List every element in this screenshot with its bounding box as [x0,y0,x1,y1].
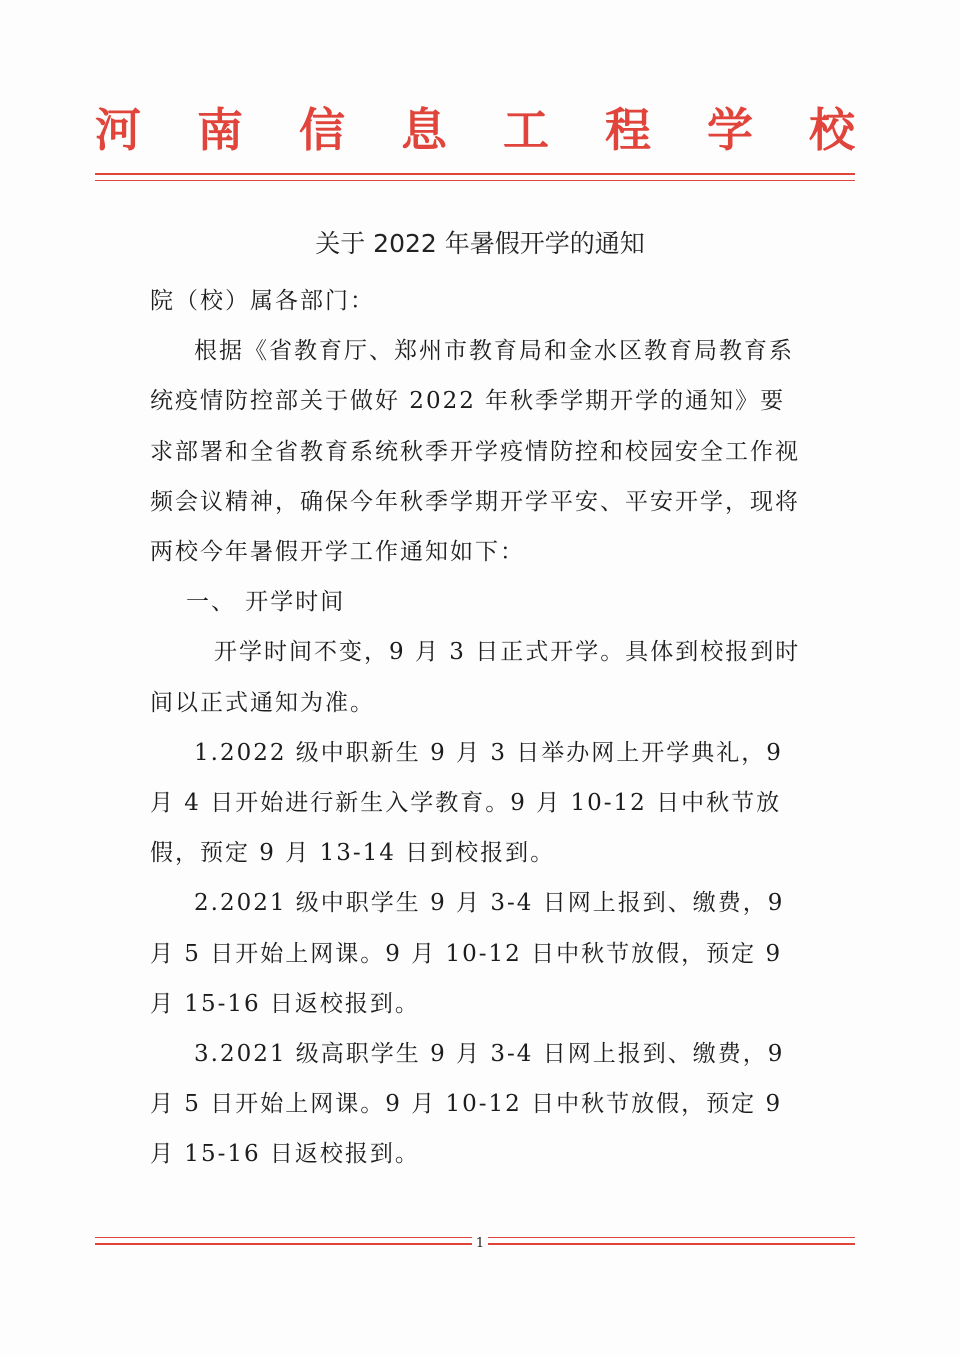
page-number-label: 1 [472,1236,488,1251]
header-rule-thin [95,180,855,181]
letterhead-char: 工 [503,103,549,157]
section-heading: 一、 开学时间 [186,589,346,616]
letterhead-char: 南 [197,103,243,157]
intro-paragraph: 根据《省教育厅、郑州市教育局和金水区教育局教育系统疫情防控部关于做好 2022 年秋季学期开学的通知》要求部署和全省教育系统秋季开学疫情防控和校园安全工作视频会议精神，确保今年秋季学期开学平安、平安开学，现将两校今年暑假开学工作通知如下： [150,338,800,566]
letterhead-char: 程 [605,103,651,157]
letterhead-char: 学 [707,103,753,157]
letterhead [95,100,855,160]
letterhead-char: 河 [95,103,141,157]
letterhead-char: 校 [809,103,855,157]
header-rule-thick [95,173,855,175]
list-item: 1.2022 级中职新生 9 月 3 日举办网上开学典礼，9 月 4 日开始进行新生入学教育。9 月 10-12 日中秋节放假，预定 9 月 13-14 日到校报到。 [150,739,783,867]
document-body [150,276,810,1180]
letterhead-char: 信 [299,103,345,157]
salutation: 院（校）属各部门： [150,288,375,314]
section-paragraph: 开学时间不变，9 月 3 日正式开学。具体到校报到时间以正式通知为准。 [150,639,801,716]
list-item: 3.2021 级高职学生 9 月 3-4 日网上报到、缴费，9 月 5 日开始上网课。9 月 10-12 日中秋节放假，预定 9 月 15-16 日返校报到。 [150,1041,785,1168]
document-title: 关于 2022 年暑假开学的通知 [315,229,645,258]
letterhead-char: 息 [401,103,447,157]
page-number [0,1234,960,1254]
list-item: 2.2021 级中职学生 9 月 3-4 日网上报到、缴费，9 月 5 日开始上网课。9 月 10-12 日中秋节放假，预定 9 月 15-16 日返校报到。 [150,890,785,1017]
